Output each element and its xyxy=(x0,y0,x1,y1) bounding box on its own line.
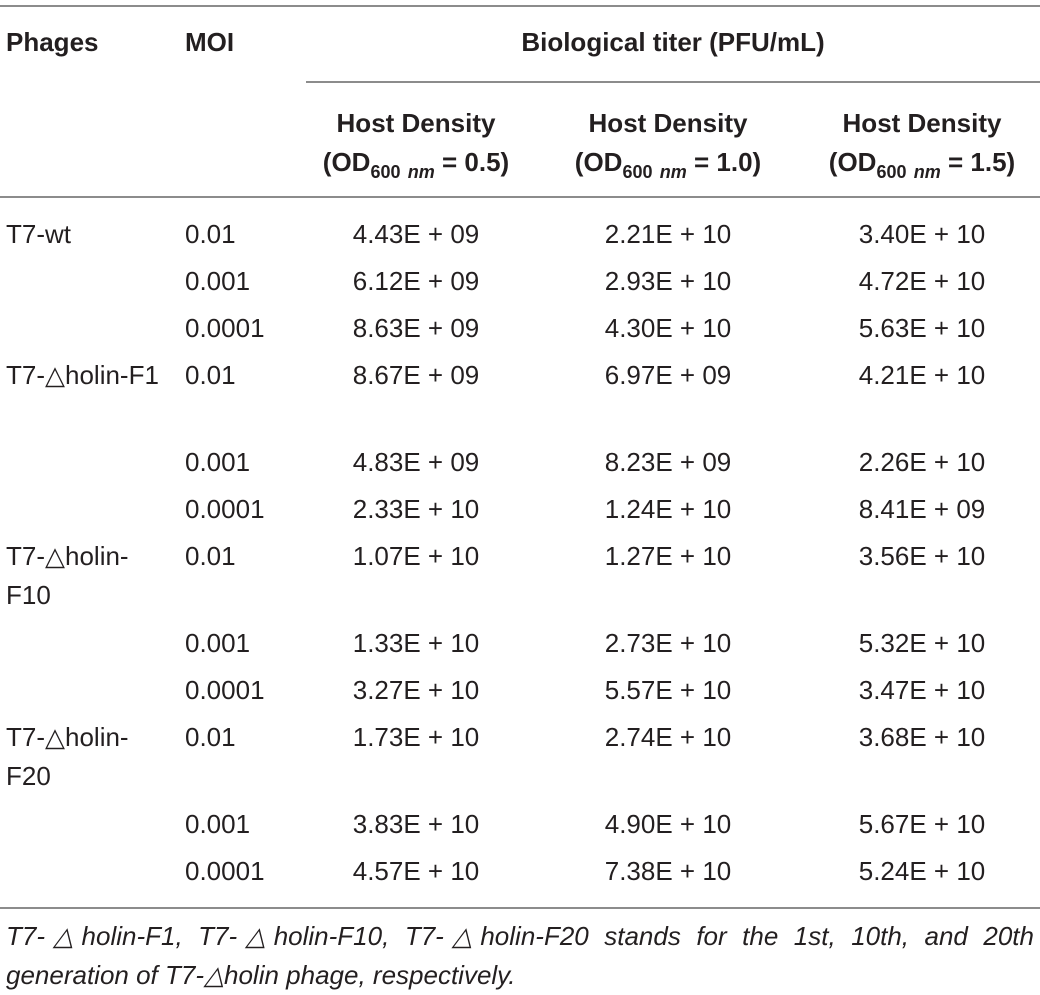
cell-moi: 0.001 xyxy=(185,447,251,477)
cell-titer: 3.40E + 10 xyxy=(858,219,986,249)
cell-titer: 2.74E + 10 xyxy=(604,722,732,752)
cell-moi: 0.0001 xyxy=(185,313,265,343)
header-od-label: ($OD_{600}$ $_{nm}$ = 0.5) xyxy=(322,147,510,182)
cell-moi: 0.01 xyxy=(185,219,236,249)
cell-titer: 8.67E + 09 xyxy=(352,360,480,390)
cell-moi: 0.0001 xyxy=(185,856,265,886)
cell-titer: 4.83E + 09 xyxy=(352,447,480,477)
header-bottom-rule xyxy=(0,196,1040,198)
cell-titer: 2.73E + 10 xyxy=(604,628,732,658)
cell-titer: 6.97E + 09 xyxy=(604,360,732,390)
cell-titer: 8.23E + 09 xyxy=(604,447,732,477)
header-moi: MOI xyxy=(185,27,235,57)
titer-span-rule xyxy=(306,81,1040,83)
cell-moi: 0.01 xyxy=(185,541,236,571)
header-od-label: ($OD_{600}$ $_{nm}$ = 1.0) xyxy=(574,147,762,182)
cell-titer: 4.43E + 09 xyxy=(352,219,480,249)
header-host-density-0-5 xyxy=(291,104,541,182)
header-host-density-label: Host Density xyxy=(842,108,1002,138)
cell-titer: 1.33E + 10 xyxy=(352,628,480,658)
cell-moi: 0.001 xyxy=(185,809,251,839)
cell-phage: T7-△holin-F10 xyxy=(6,541,129,610)
cell-titer: 2.26E + 10 xyxy=(858,447,986,477)
bottom-rule xyxy=(0,907,1040,909)
cell-moi: 0.0001 xyxy=(185,494,265,524)
cell-titer: 3.27E + 10 xyxy=(352,675,480,705)
cell-titer: 3.68E + 10 xyxy=(858,722,986,752)
header-od-label: ($OD_{600}$ $_{nm}$ = 1.5) xyxy=(828,147,1016,182)
cell-titer: 8.41E + 09 xyxy=(858,494,986,524)
cell-titer: 1.07E + 10 xyxy=(352,541,480,571)
cell-titer: 4.72E + 10 xyxy=(858,266,986,296)
cell-titer: 8.63E + 09 xyxy=(352,313,480,343)
cell-titer: 3.83E + 10 xyxy=(352,809,480,839)
cell-titer: 1.73E + 10 xyxy=(352,722,480,752)
cell-titer: 2.93E + 10 xyxy=(604,266,732,296)
cell-titer: 3.47E + 10 xyxy=(858,675,986,705)
header-host-density-label: Host Density xyxy=(588,108,748,138)
cell-phage: T7-△holin-F1 xyxy=(6,360,159,390)
cell-moi: 0.01 xyxy=(185,722,236,752)
top-rule xyxy=(0,5,1040,7)
cell-titer: 5.57E + 10 xyxy=(604,675,732,705)
cell-titer: 7.38E + 10 xyxy=(604,856,732,886)
cell-titer: 4.57E + 10 xyxy=(352,856,480,886)
cell-titer: 4.90E + 10 xyxy=(604,809,732,839)
cell-titer: 5.67E + 10 xyxy=(858,809,986,839)
cell-moi: 0.0001 xyxy=(185,675,265,705)
cell-titer: 5.32E + 10 xyxy=(858,628,986,658)
cell-titer: 4.21E + 10 xyxy=(858,360,986,390)
cell-titer: 4.30E + 10 xyxy=(604,313,732,343)
cell-titer: 2.21E + 10 xyxy=(604,219,732,249)
cell-titer: 1.27E + 10 xyxy=(604,541,732,571)
cell-titer: 6.12E + 09 xyxy=(352,266,480,296)
header-biological-titer: Biological titer (PFU/mL) xyxy=(521,27,825,57)
cell-titer: 5.24E + 10 xyxy=(858,856,986,886)
cell-titer: 2.33E + 10 xyxy=(352,494,480,524)
cell-titer: 1.24E + 10 xyxy=(604,494,732,524)
header-host-density-1-5 xyxy=(797,104,1040,182)
cell-moi: 0.001 xyxy=(185,266,251,296)
cell-titer: 5.63E + 10 xyxy=(858,313,986,343)
cell-moi: 0.01 xyxy=(185,360,236,390)
header-host-density-label: Host Density xyxy=(336,108,496,138)
header-phages: Phages xyxy=(6,27,99,57)
table-footnote: T7-△holin-F1, T7-△holin-F10, T7-△holin-F20 stands for the 1st, 10th, and 20th generation of T7-△holin phage, respectively. xyxy=(6,921,1034,990)
cell-titer: 3.56E + 10 xyxy=(858,541,986,571)
cell-phage: T7-△holin-F20 xyxy=(6,722,129,791)
cell-phage: T7-wt xyxy=(6,219,71,249)
header-host-density-1-0 xyxy=(543,104,793,182)
cell-moi: 0.001 xyxy=(185,628,251,658)
